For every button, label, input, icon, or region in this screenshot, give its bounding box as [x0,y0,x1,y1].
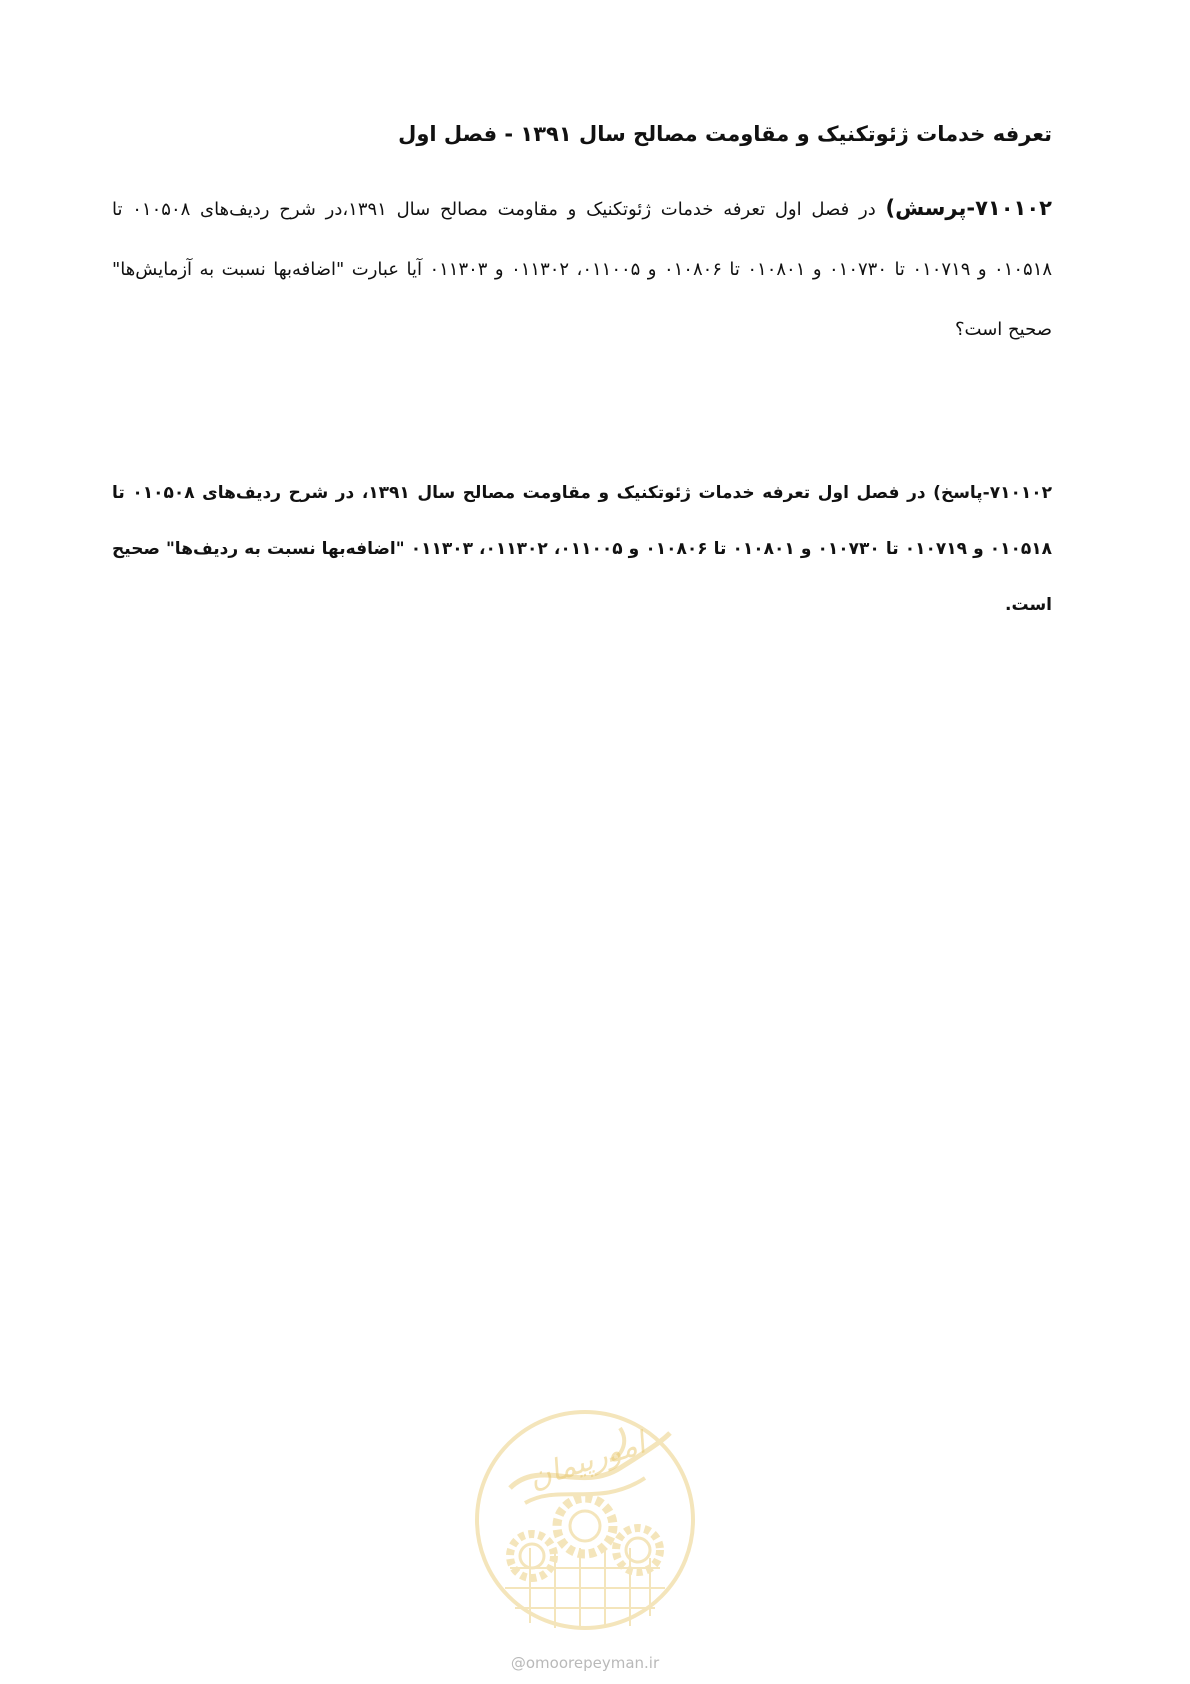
watermark-logo [470,1398,700,1648]
answer-paragraph: ۷۱۰۱۰۲-پاسخ) در فصل اول تعرفه خدمات ژئوتکنیک و مقاومت مصالح سال ۱۳۹۱، در شرح ردیف‌های ۰۱۰۵۰۸ تا ۰۱۰۵۱۸ و ۰۱۰۷۱۹ تا ۰۱۰۷۳۰ و ۰۱۰۸۰۱ تا ۰۱۰۸۰۶ و ۰۱۱۰۰۵، ۰۱۱۳۰۲، ۰۱۱۳۰۳ "اضافه‌بها نسبت به ردیف‌ها" صحیح است. [112,483,1053,615]
watermark [470,1398,700,1678]
question-text: در فصل اول تعرفه خدمات ژئوتکنیک و مقاومت مصالح سال ۱۳۹۱،در شرح ردیف‌های ۰۱۰۵۰۸ تا ۰۱۰۵۱۸ و ۰۱۰۷۱۹ تا ۰۱۰۷۳۰ و ۰۱۰۸۰۱ تا ۰۱۰۸۰۶ و ۰۱۱۰۰۵، ۰۱۱۳۰۲ و ۰۱۱۳۰۳ آیا عبارت "اضافه‌بها نسبت به آزمایش‌ها" صحیح است؟ [112,199,1053,340]
watermark-logo-text: امورپیمان [524,1425,650,1497]
question-number: ۷۱۰۱۰۲-پرسش) [885,196,1052,220]
watermark-url: @omoorepeyman.ir [510,1654,660,1672]
document-title: تعرفه خدمات ژئوتکنیک و مقاومت مصالح سال ۱۳۹۱ - فصل اول [398,122,1052,146]
question-paragraph [112,178,1052,360]
